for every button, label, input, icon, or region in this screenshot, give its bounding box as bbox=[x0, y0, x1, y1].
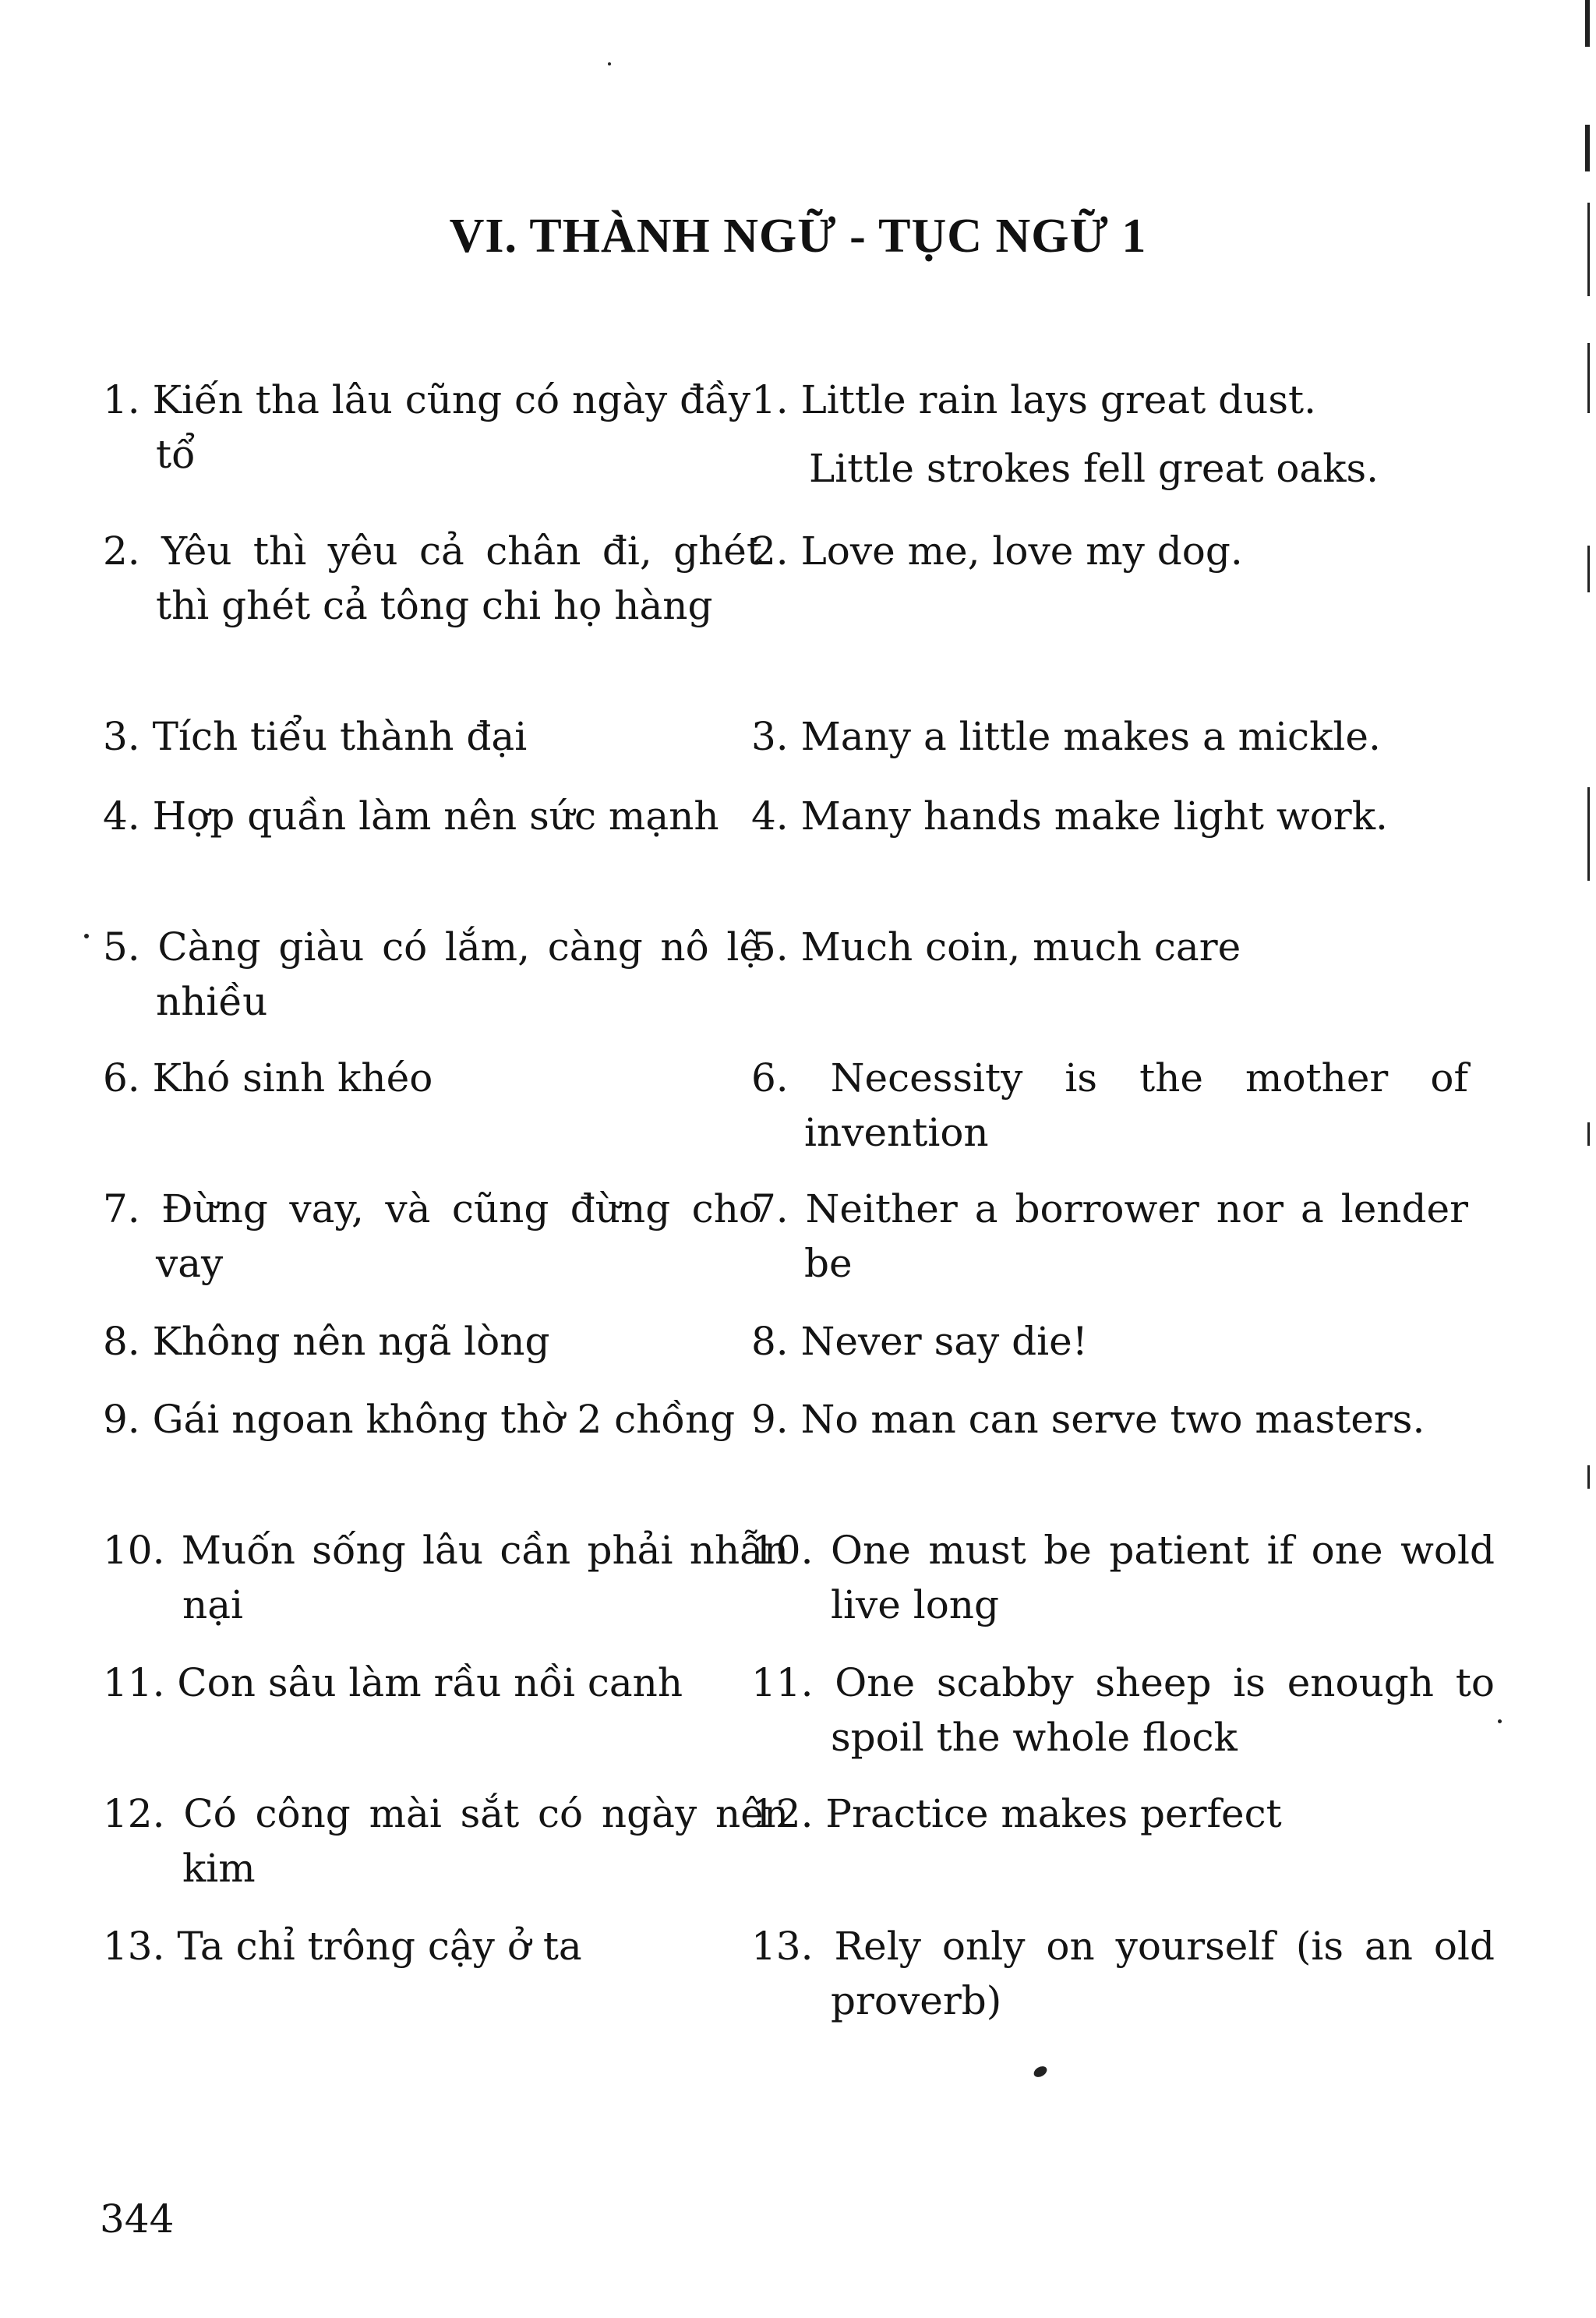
proverb-en-11: 11. One scabby sheep is enough to spoil the whole flock bbox=[751, 1660, 1495, 1760]
ink-speck bbox=[1498, 1719, 1502, 1723]
proverb-en-12: 12. Practice makes perfect bbox=[751, 1791, 1282, 1836]
proverb-vi-6: 6. Khó sinh khéo bbox=[103, 1055, 433, 1101]
proverb-en-6: 6. Necessity is the mother of invention bbox=[751, 1055, 1468, 1155]
proverb-en-7: 7. Neither a borrower nor a lender be bbox=[751, 1186, 1468, 1286]
proverb-en-3: 3. Many a little makes a mickle. bbox=[751, 714, 1381, 759]
proverb-vi-7: 7. Đừng vay, và cũng đừng cho vay bbox=[103, 1186, 762, 1286]
scan-edge-mark bbox=[1587, 546, 1590, 592]
proverb-en-4: 4. Many hands make light work. bbox=[751, 793, 1388, 839]
proverb-en-5: 5. Much coin, much care bbox=[751, 924, 1241, 970]
proverb-vi-11: 11. Con sâu làm rầu nồi canh bbox=[103, 1660, 683, 1705]
proverb-vi-1: 1. Kiến tha lâu cũng có ngày đầy tổ bbox=[103, 377, 751, 477]
proverb-en-10: 10. One must be patient if one wold live long bbox=[751, 1528, 1495, 1627]
proverb-vi-4: 4. Hợp quần làm nên sức mạnh bbox=[103, 793, 719, 839]
proverb-vi-5: 5. Càng giàu có lắm, càng nô lệ nhiều bbox=[103, 924, 762, 1024]
ink-speck bbox=[84, 934, 89, 938]
scan-edge-mark bbox=[1587, 203, 1590, 296]
proverb-vi-10: 10. Muốn sống lâu cần phải nhẫn nại bbox=[103, 1528, 789, 1627]
proverb-vi-9: 9. Gái ngoan không thờ 2 chồng bbox=[103, 1397, 736, 1442]
proverb-en-2: 2. Love me, love my dog. bbox=[751, 528, 1243, 574]
ink-speck bbox=[608, 62, 611, 65]
scan-edge-mark bbox=[1587, 1465, 1590, 1489]
scan-edge-mark bbox=[1585, 125, 1590, 171]
scan-edge-mark bbox=[1587, 1122, 1590, 1146]
proverb-en-8: 8. Never say die! bbox=[751, 1319, 1088, 1364]
proverb-en-1: 1. Little rain lays great dust. bbox=[751, 377, 1316, 422]
proverb-vi-12: 12. Có công mài sắt có ngày nên kim bbox=[103, 1791, 789, 1891]
proverb-en-13: 13. Rely only on yourself (is an old proverb) bbox=[751, 1924, 1495, 2023]
proverb-en-1-extra: Little strokes fell great oaks. bbox=[809, 446, 1379, 491]
proverb-vi-13: 13. Ta chỉ trông cậy ở ta bbox=[103, 1924, 582, 1969]
proverb-en-9: 9. No man can serve two masters. bbox=[751, 1397, 1425, 1442]
proverb-vi-2: 2. Yêu thì yêu cả chân đi, ghét thì ghét cả tông chi họ hàng bbox=[103, 528, 762, 628]
scan-edge-mark bbox=[1585, 0, 1590, 47]
proverb-vi-8: 8. Không nên ngã lòng bbox=[103, 1319, 550, 1364]
scan-edge-mark bbox=[1587, 343, 1590, 413]
scan-edge-mark bbox=[1587, 787, 1590, 881]
page-number: 344 bbox=[100, 2196, 175, 2242]
page-title: VI. THÀNH NGỮ - TỤC NGỮ 1 bbox=[449, 210, 1147, 263]
proverb-vi-3: 3. Tích tiểu thành đại bbox=[103, 714, 528, 759]
ink-speck bbox=[1032, 2064, 1049, 2079]
